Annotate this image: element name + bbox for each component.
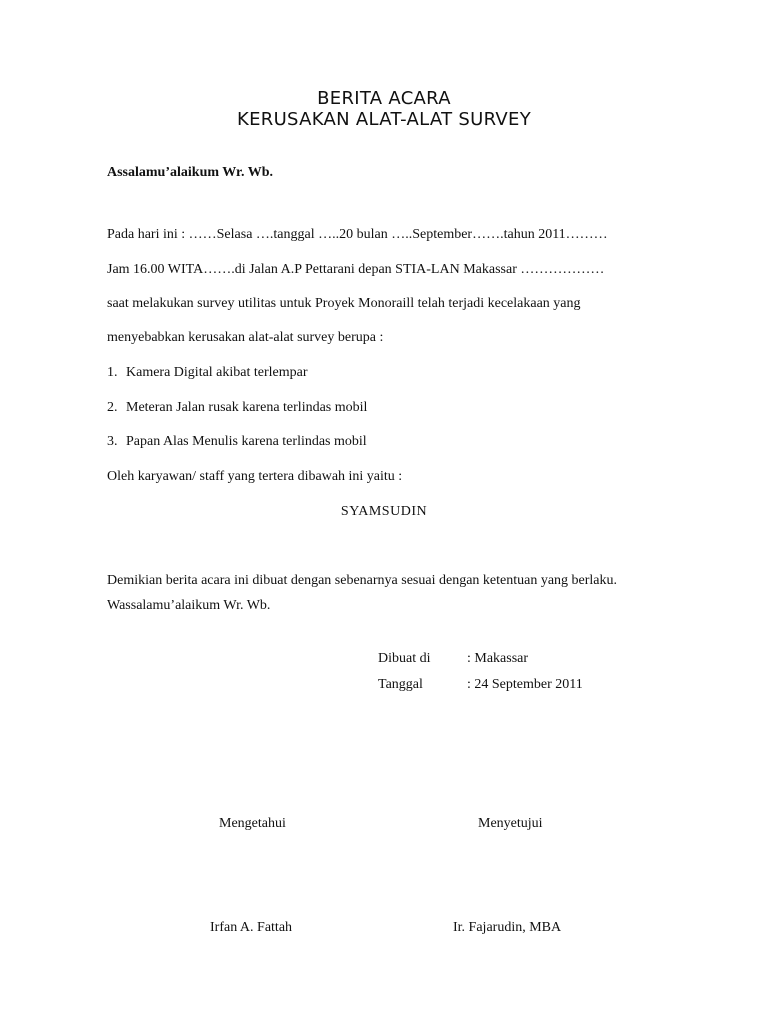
farewell: Wassalamu’alaikum Wr. Wb. (107, 598, 271, 613)
place-value: : Makassar (467, 651, 529, 666)
list-item-text: Meteran Jalan rusak karena terlindas mobil (126, 400, 368, 415)
staff-name: SYAMSUDIN (340, 504, 428, 519)
right-signature-title: Menyetujui (478, 816, 543, 831)
document-title-line1: BERITA ACARA (317, 88, 451, 109)
closing-line: Demikian berita acara ini dibuat dengan sebenarnya sesuai dengan ketentuan yang berlaku. (107, 573, 618, 588)
left-signature-title: Mengetahui (219, 816, 286, 831)
paragraph-line-4: menyebabkan kerusakan alat-alat survey berupa : (107, 330, 384, 345)
right-signature-name: Ir. Fajarudin, MBA (453, 920, 562, 935)
paragraph-line-3: saat melakukan survey utilitas untuk Proyek Monoraill telah terjadi kecelakaan yang (107, 296, 581, 311)
paragraph-line-1: Pada hari ini : ……Selasa ….tanggal …..20 bulan …..September…….tahun 2011……… (107, 227, 608, 242)
list-item (107, 365, 308, 381)
place-label: Dibuat di (378, 651, 431, 666)
left-signature-name: Irfan A. Fattah (210, 920, 293, 935)
date-label: Tanggal (378, 677, 423, 692)
date-value: : 24 September 2011 (467, 677, 583, 692)
list-item-number: 3. (107, 434, 118, 449)
list-item-text: Kamera Digital akibat terlempar (126, 365, 308, 380)
greeting: Assalamu’alaikum Wr. Wb. (107, 165, 273, 180)
list-item-number: 2. (107, 400, 118, 415)
list-item (107, 400, 367, 416)
list-item-number: 1. (107, 365, 118, 380)
document-title-line2: KERUSAKAN ALAT-ALAT SURVEY (236, 109, 532, 130)
staff-intro: Oleh karyawan/ staff yang tertera dibawah ini yaitu : (107, 469, 403, 484)
list-item (107, 434, 367, 450)
paragraph-line-2: Jam 16.00 WITA…….di Jalan A.P Pettarani depan STIA-LAN Makassar ……………… (107, 262, 605, 277)
list-item-text: Papan Alas Menulis karena terlindas mobil (126, 434, 367, 449)
